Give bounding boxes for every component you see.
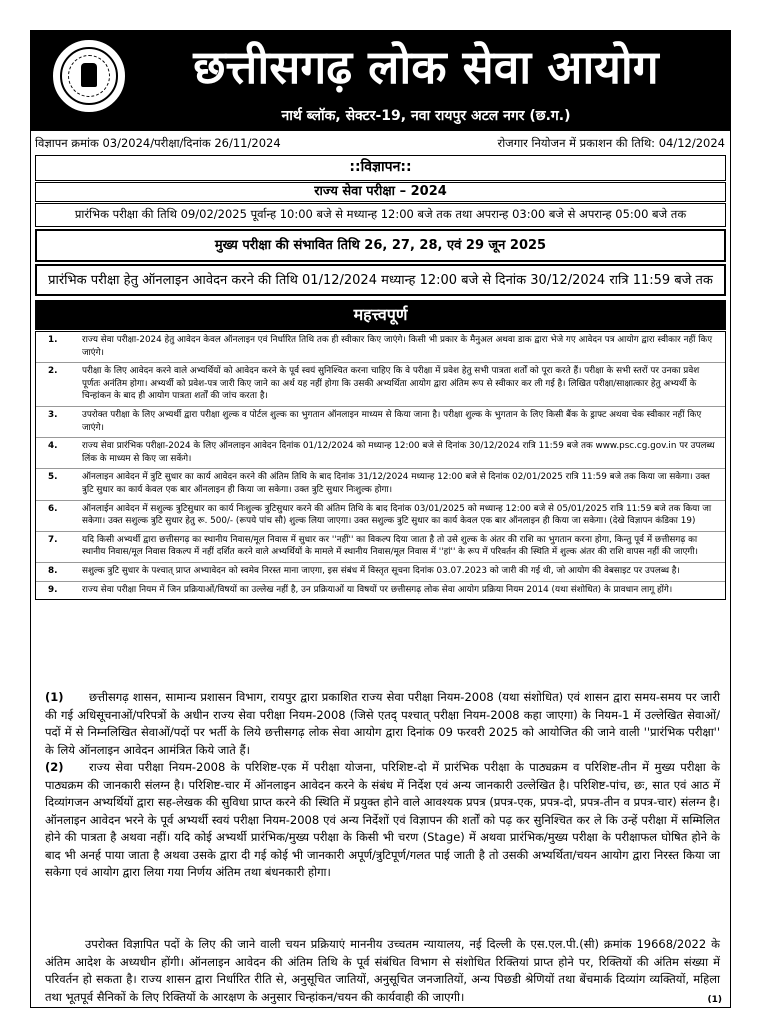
- list-item: [36, 501, 725, 532]
- paragraph-3: उपरोक्त विज्ञापित पदों के लिए की जाने वाली चयन प्रक्रियाएं माननीय उच्चतम न्यायालय, नई दिल्ली के एस.एल.पी.(सी) क्रमांक 19668/2022 के अंतिम आदेश के अध्यधीन होंगी। ऑनलाइन आवेदन की अंतिम तिथि के पूर्व संबंधित विभाग से संशोधित रिक्तियां प्राप्त होने पर, रिक्तियों की अंतिम संख्या में परिवर्तन हो सकता है। राज्य शासन द्वारा निर्धारित रीति से, अनुसूचित जातियों, अनुसूचित जनजातियों, अन्य पिछडी श्रेणियों तथा बेंचमार्क दिव्यांग व्यक्तियों, महिला तथा भूतपूर्व सैनिकों के लिए रिक्तियों के आरक्षण के अनुसार चिन्हांकन/चयन की कार्यवाही की जाएगी।: [45, 937, 720, 1004]
- header-banner: [31, 31, 730, 131]
- list-item: [36, 332, 725, 363]
- list-item: [36, 532, 725, 563]
- list-item: [36, 438, 725, 469]
- item-number: 4.: [48, 441, 58, 452]
- reference-row: [35, 134, 725, 152]
- item-number: 9.: [48, 584, 58, 595]
- item-text: यदि किसी अभ्यर्थी द्वारा छत्तीसगढ़ का स्थानीय निवास/मूल निवास में सुधार कर ''नहीं'' का विकल्प दिया जाता है तो उसे शुल्क के अंतर की राशि का भुगतान करना होगा, किन्तु पूर्व में छत्तीसगढ़ का स्थानीय निवास/मूल निवास विकल्प में नहीं दर्शित करने वाले अभ्यर्थियों के मामले में स्थानीय निवास/मूल निवास में ''हां'' के रूप में परिवर्तन की स्थिति में शुल्क अंतर की राशि वापस नहीं की जाएगी।: [82, 534, 698, 558]
- paragraph-number: (2): [45, 760, 64, 774]
- item-text: परीक्षा के लिए आवेदन करने वाले अभ्यर्थियों को आवेदन करने के पूर्व स्वयं सुनिश्चित करना चाहिए कि वे परीक्षा में प्रवेश हेतु सभी पात्रता शर्तों को पूरा करते हैं। परीक्षा के सभी स्तरों पर उनका प्रवेश पूर्णतः अनंतिम होगा। अभ्यर्थी को प्रवेश-पत्र जारी किए जाने का अर्थ यह नहीं होगा कि उसकी अभ्यर्थिता आयोग द्वारा अंतिम रूप से स्वीकार कर ली गई है। लिखित परीक्षा/साक्षात्कार हेतु अभ्यर्थी के चिन्हांकन के बाद ही आयोग पात्रता शर्तों की जांच करता है।: [82, 366, 700, 402]
- commission-title: छत्तीसगढ़ लोक सेवा आयोग: [193, 40, 659, 94]
- page-number: (1): [707, 995, 722, 1005]
- seal-emblem: [81, 63, 97, 87]
- list-item: [36, 582, 725, 600]
- advertisement-number: विज्ञापन क्रमांक 03/2024/परीक्षा/दिनांक 26/11/2024: [35, 136, 281, 150]
- list-item: [36, 363, 725, 407]
- item-text: राज्य सेवा प्रारंभिक परीक्षा-2024 के लिए ऑनलाइन आवेदन दिनांक 01/12/2024 को मध्यान्ह 12:00 बजे से दिनांक 30/12/2024 रात्रि 11:59 बजे तक www.psc.cg.gov.in पर उपलब्ध लिंक के माध्यम से किए जा सकेंगे।: [82, 441, 715, 464]
- item-number: 6.: [48, 503, 58, 514]
- prelim-exam-date: प्रारंभिक परीक्षा की तिथि 09/02/2025 पूर्वान्ह 10:00 बजे से मध्यान्ह 12:00 बजे तक तथा अपरान्ह 03:00 बजे से अपरान्ह 05:00 बजे तक: [35, 203, 726, 227]
- publication-date: रोजगार नियोजन में प्रकाशन की तिथि: 04/12/2024: [497, 136, 725, 150]
- list-item: [36, 407, 725, 438]
- item-number: 3.: [48, 409, 58, 420]
- paragraph-text: छत्तीसगढ़ शासन, सामान्य प्रशासन विभाग, रायपुर द्वारा प्रकाशित राज्य सेवा परीक्षा नियम-2008 (यथा संशोधित) एवं शासन द्वारा समय-समय पर जारी की गई अधिसूचनाओं/परिपत्रों के अधीन राज्य सेवा परीक्षा नियम-2008 (जिसे एतद् पश्चात् परीक्षा नियम-2008 कहा जाएगा) के नियम-1 में उल्लेखित सेवाओं/पदों में से निम्नलिखित सेवाओं/पदों पर भर्ती के लिये छत्तीसगढ़ लोक सेवा आयोग द्वारा दिनांक 09 फरवरी 2025 को आयोजित की जाने वाली ''प्रारंभिक परीक्षा'' के लिये ऑनलाइन आवेदन आमंत्रित किये जाते हैं।: [45, 690, 720, 757]
- commission-address: नार्थ ब्लॉक, सेक्टर-19, नवा रायपुर अटल नगर (छ.ग.): [281, 108, 571, 124]
- document-page: [30, 30, 731, 1008]
- item-text: राज्य सेवा परीक्षा नियम में जिन प्रक्रियाओं/विषयों का उल्लेख नहीं है, उन प्रक्रियाओं या विषयों पर छत्तीसगढ़ लोक सेवा आयोग प्रक्रिया नियम 2014 (यथा संशोधित) के प्रावधान लागू होंगे।: [82, 584, 673, 595]
- vigyapan-heading: ::विज्ञापन::: [35, 155, 726, 181]
- paragraph-number: (1): [45, 690, 64, 704]
- item-text: ऑनलाइन आवेदन में त्रुटि सुधार का कार्य आवेदन करने की अंतिम तिथि के बाद दिनांक 31/12/2024 मध्यान्ह 12:00 बजे से दिनांक 02/01/2025 रात्रि 11:59 बजे तक किया जा सकेगा। उक्त त्रुटि सुधार का कार्य केवल एक बार ऑनलाइन ही किया जा सकेगा। उक्त त्रुटि सुधार निःशुल्क होगा।: [82, 472, 710, 495]
- item-number: 1.: [48, 335, 58, 345]
- important-items-list: [35, 331, 726, 600]
- list-item: [36, 563, 725, 582]
- main-exam-date: मुख्य परीक्षा की संभावित तिथि 26, 27, 28, एवं 29 जून 2025: [35, 229, 726, 262]
- item-number: 5.: [48, 472, 58, 483]
- list-item: [36, 469, 725, 500]
- paragraph-1: [45, 689, 720, 759]
- item-number: 8.: [48, 565, 58, 576]
- paragraph-text: राज्य सेवा परीक्षा नियम-2008 के परिशिष्ट-एक में परीक्षा योजना, परिशिष्ट-दो में प्रारंभिक परीक्षा के पाठ्यक्रम व परिशिष्ट-तीन में मुख्य परीक्षा के पाठ्यक्रम की जानकारी संलग्न है। परिशिष्ट-चार में ऑनलाइन आवेदन करने के संबंध में निर्देश एवं अन्य जानकारी उल्लेखित है। परिशिष्ट-पांच, छः, सात एवं आठ में दिव्यांगजन अभ्यर्थियों द्वारा सह-लेखक की सुविधा प्राप्त करने की स्थिति में प्रयुक्त होने वाले आवश्यक प्रपत्र (प्रपत्र-एक, प्रपत्र-दो, प्रपत्र-तीन व प्रपत्र-चार) संलग्न है। ऑनलाइन आवेदन भरने के पूर्व अभ्यर्थी स्वयं परीक्षा नियम-2008 एवं अन्य निर्देशों एवं विज्ञापन की शर्तों को पढ़ कर सुनिश्चित कर ले कि उन्हें परीक्षा में सम्मिलित होने की पात्रता है अथवा नहीं। यदि कोई अभ्यर्थी प्रारंभिक/मुख्य परीक्षा के किसी भी चरण (Stage) में अथवा प्रारंभिक/मुख्य परीक्षा के परीक्षाफल घोषित होने के बाद भी अनर्ह पाया जाता है अथवा उसके द्वारा दी गई कोई भी जानकारी अपूर्ण/त्रुटिपूर्ण/गलत पाई जाती है तो उसकी अभ्यर्थिता/चयन आयोग द्वारा निरस्त किया जा सकेगा एवं आयोग द्वारा लिया गया निर्णय अंतिम तथा बंधनकारी होगा।: [45, 760, 720, 879]
- item-text: उपरोक्त परीक्षा के लिए अभ्यर्थी द्वारा परीक्षा शुल्क व पोर्टल शुल्क का भुगतान ऑनलाइन माध्यम से किया जाना है। परीक्षा शुल्क के भुगतान के लिए किसी बैंक के ड्राफ्ट अथवा चेक स्वीकार नहीं किए जाएंगे।: [82, 409, 702, 433]
- item-text: ऑनलाईन आवेदन में सशुल्क त्रुटिसुधार का कार्य निःशुल्क त्रुटिसुधार करने की अंतिम तिथि के बाद दिनांक 03/01/2025 को मध्यान्ह 12:00 बजे से 05/01/2025 रात्रि 11:59 बजे तक किया जा सकेगा। उक्त सशुल्क त्रुटि सुधार हेतु रू. 500/- (रूपये पांच सौ) शुल्क लिया जाएगा। उक्त सशुल्क त्रुटि सुधार का कार्य केवल एक बार ऑनलाइन ही किया जा सकेगा। (देखे विज्ञापन कंडिका 19): [82, 503, 712, 527]
- item-text: सशुल्क त्रुटि सुधार के पश्चात् प्राप्त अभ्यावेदन को स्वमेव निरस्त माना जाएगा, इस संबंध में विस्तृत सूचना दिनांक 03.07.2023 को जारी की गई थी, जो आयोग की वेबसाइट पर उपलब्ध है।: [82, 565, 680, 576]
- item-number: 7.: [48, 534, 58, 545]
- item-number: 2.: [48, 366, 58, 377]
- paragraph-2: [45, 759, 720, 935]
- important-heading: महत्त्वपूर्ण: [35, 300, 726, 330]
- item-text: राज्य सेवा परीक्षा-2024 हेतु आवेदन केवल ऑनलाइन एवं निर्धारित तिथि तक ही स्वीकार किए जाएंगे। किसी भी प्रकार के मैनुअल अथवा डाक द्वारा भेजे गए आवेदन पत्र आयोग द्वारा स्वीकार नहीं किए जाएंगे।: [82, 335, 713, 358]
- commission-seal-icon: [53, 40, 125, 112]
- online-application-dates: प्रारंभिक परीक्षा हेतु ऑनलाइन आवेदन करने की तिथि 01/12/2024 मध्यान्ह 12:00 बजे से दिनांक 30/12/2024 रात्रि 11:59 बजे तक: [35, 264, 726, 296]
- exam-name: राज्य सेवा परीक्षा – 2024: [35, 182, 726, 202]
